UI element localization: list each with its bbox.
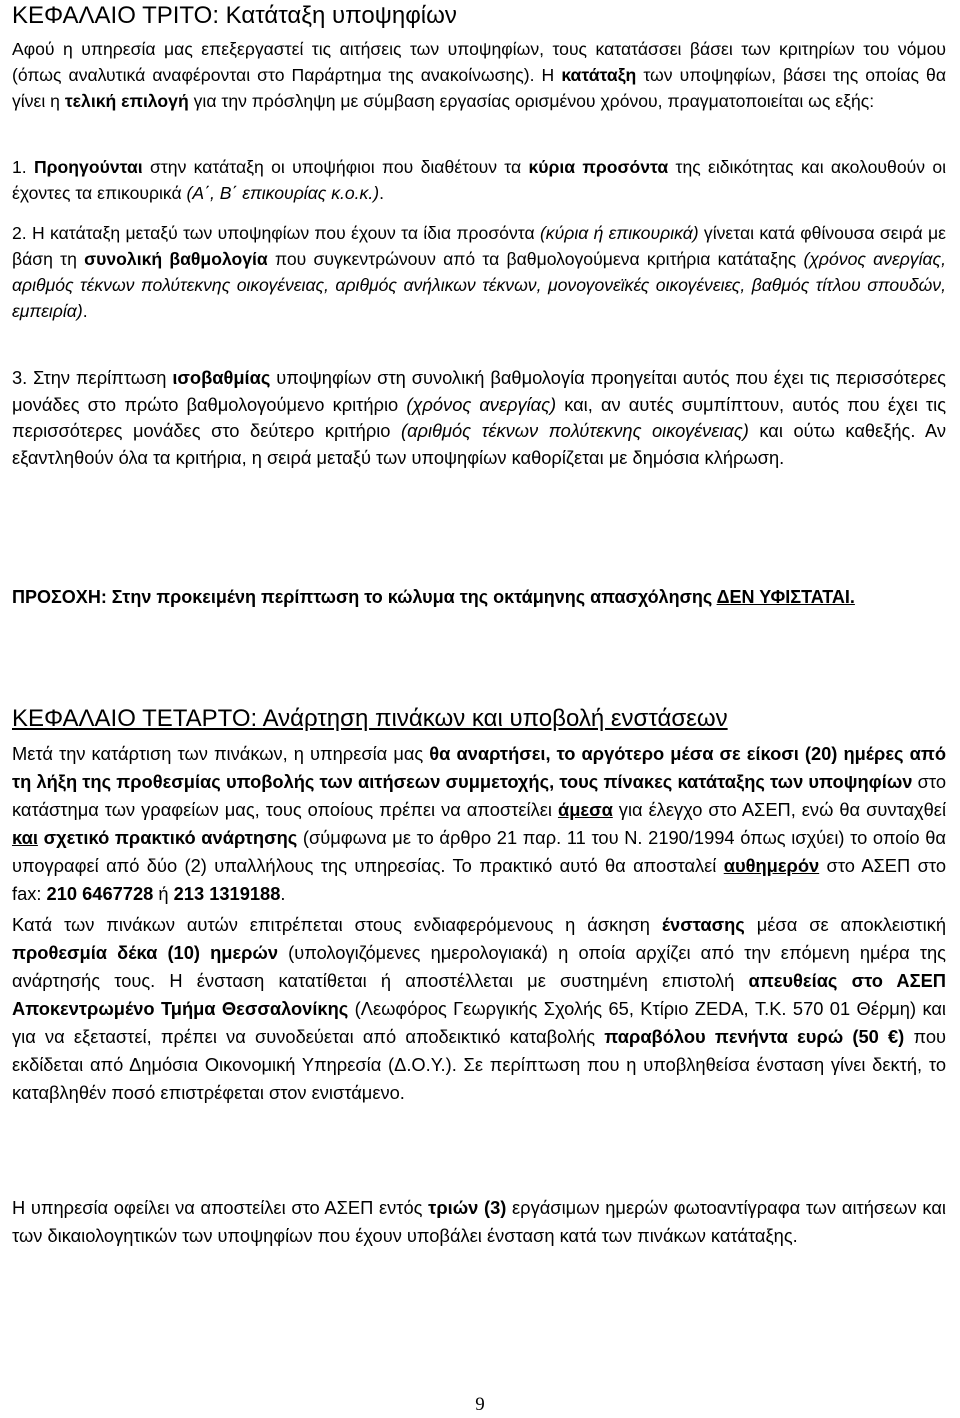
bold-text: προθεσμία δέκα (10) ημερών bbox=[12, 942, 279, 963]
italic-text: (χρόνος ανεργίας) bbox=[406, 393, 557, 415]
text: που εκδίδεται από Δημόσια Οικονομική Υπηρεσία (Δ.Ο.Υ.). Σε περίπτωση που η υποβληθείσα ένσταση γίνει δεκτή, το καταβληθέν ποσό επιστρέφεται στον ενιστάμενο. bbox=[12, 1026, 946, 1103]
text: μέσα σε αποκλειστική bbox=[744, 914, 946, 935]
text: (σύμφωνα με το άρθρο 21 παρ. 11 του Ν. 2190/1994 όπως ισχύει) το οποίο θα υπογραφεί από δύο (2) υπαλλήλους της υπηρεσίας. Το πρακτικό αυτό θα αποσταλεί bbox=[12, 827, 946, 876]
bold-text: κύρια προσόντα bbox=[528, 157, 669, 177]
text: και, αν αυτές συμπίπτουν, αυτός που έχει τις περισσότερες μονάδες στο δεύτερο κριτήριο bbox=[12, 393, 946, 442]
text: (υπολογιζόμενες ημερολογιακά) η οποία αρχίζει από την επόμενη ημέρα της ανάρτησής τους. Η ένσταση κατατίθεται ή αποστέλλεται με συστημένη επιστολή bbox=[12, 942, 946, 991]
italic-text: (αριθμός τέκνων πολύτεκνης οικογένειας) bbox=[401, 420, 749, 442]
text: . bbox=[82, 301, 88, 322]
attention-notice bbox=[12, 583, 946, 612]
chapter-4-paragraph-3 bbox=[12, 1194, 946, 1250]
bold-text: τριών (3) bbox=[428, 1197, 507, 1218]
bold-text: συνολική βαθμολογία bbox=[84, 249, 268, 270]
text: για έλεγχο στο ΑΣΕΠ, ενώ θα συνταχθεί bbox=[612, 799, 947, 820]
text: Αφού η υπηρεσία μας επεξεργαστεί τις αιτήσεις των υποψηφίων, τους κατατάσσει βάσει των κριτηρίων του νόμου (όπως αναλυτικά αναφέρονται στο Παράρτημα της ανακοίνωσης). Η bbox=[12, 39, 946, 86]
italic-text: (κύρια ή επικουρικά) bbox=[539, 223, 699, 243]
text: στο ΑΣΕΠ στο fax: bbox=[12, 855, 946, 904]
bold-text: 210 6467728 bbox=[46, 883, 154, 904]
text: και ούτω καθεξής. Αν εξαντληθούν όλα τα κριτήρια, η σειρά μεταξύ των υποψηφίων καθορίζεται με δημόσια κλήρωση. bbox=[12, 420, 946, 468]
text: Κατά των πινάκων αυτών επιτρέπεται στους ενδιαφερόμενους η άσκηση bbox=[12, 914, 662, 935]
text: που συγκεντρώνουν από τα βαθμολογούμενα κριτήρια κατάταξης bbox=[267, 249, 804, 270]
bold-text: 213 1319188 bbox=[173, 883, 281, 904]
title-prefix: ΚΕΦΑΛΑΙΟ ΤΕΤΑΡΤΟ: bbox=[12, 705, 263, 732]
underlined-text: ΔΕΝ ΥΦΙΣΤΑΤΑΙ. bbox=[716, 587, 855, 607]
bold-underlined-text: και bbox=[12, 827, 38, 848]
bold-text: θα αναρτήσει, το αργότερο μέσα σε είκοσι (20) ημέρες από τη λήξη της προθεσμίας υποβολής των αιτήσεων συμμετοχής, τους πίνακες κατάταξης των υποψηφίων bbox=[12, 743, 947, 792]
chapter-4-paragraph-2 bbox=[12, 911, 946, 1107]
title-rest: Ανάρτηση πινάκων και υποβολή ενστάσεων bbox=[262, 705, 728, 732]
bold-text: σχετικό πρακτικό ανάρτησης bbox=[43, 827, 298, 848]
text: της ειδικότητας και ακολουθούν οι έχοντες τα επικουρικά bbox=[12, 157, 947, 204]
text: 3. Στην περίπτωση bbox=[12, 367, 173, 388]
text: υποψηφίων στη συνολική βαθμολογία προηγείται αυτός που έχει τις περισσότερες μονάδες στο πρώτο βαθμολογούμενο κριτήριο bbox=[12, 367, 946, 415]
bold-underlined-text: άμεσα bbox=[557, 799, 613, 820]
text: στο κατάστημα των γραφείων μας, τους οποίους πρέπει να αποστείλει bbox=[12, 771, 947, 820]
bold-text: κατάταξη bbox=[561, 65, 637, 86]
chapter-3-title: ΚΕΦΑΛΑΙΟ ΤΡΙΤΟ: Κατάταξη υποψηφίων bbox=[12, 2, 457, 29]
chapter-4-title bbox=[12, 705, 728, 733]
text: Μετά την κατάρτιση των πινάκων, η υπηρεσία μας bbox=[12, 743, 430, 764]
ranking-rule-3 bbox=[12, 365, 946, 471]
text: γίνεται κατά φθίνουσα σειρά με βάση τη bbox=[12, 223, 946, 270]
item-number: 1. bbox=[12, 157, 34, 177]
text: για την πρόσληψη με σύμβαση εργασίας ορισμένου χρόνου, πραγματοποιείται ως εξής: bbox=[188, 91, 875, 112]
bold-text: ένστασης bbox=[661, 914, 745, 935]
bold-underlined-text: αυθημερόν bbox=[723, 855, 820, 876]
italic-text: (χρόνος ανεργίας, αριθμός τέκνων πολύτεκνης οικογένειας, αριθμός ανήλικων τέκνων, μονογονεϊκές οικογένειες, βαθμός τίτλου σπουδών, εμπειρία) bbox=[12, 249, 946, 322]
page-number: 9 bbox=[475, 1394, 485, 1415]
chapter-4-paragraph-1 bbox=[12, 740, 946, 908]
text: 2. Η κατάταξη μεταξύ των υποψηφίων που έχουν τα ίδια προσόντα bbox=[12, 223, 540, 243]
text: εργάσιμων ημερών φωτοαντίγραφα των αιτήσεων και των δικαιολογητικών των υποψηφίων που έχουν υποβάλει ένσταση κατά των πινάκων κατάταξης. bbox=[12, 1197, 946, 1246]
text: των υποψηφίων, βάσει της οποίας θα γίνει η bbox=[12, 65, 946, 112]
bold-text: ισοβαθμίας bbox=[172, 367, 271, 388]
text: ή bbox=[153, 883, 174, 904]
text: ΠΡΟΣΟΧΗ: Στην προκειμένη περίπτωση το κώλυμα της οκτάμηνης απασχόλησης bbox=[12, 587, 717, 607]
italic-text: (Α΄, Β΄ επικουρίας κ.ο.κ.) bbox=[186, 183, 380, 204]
bold-text: απευθείας στο ΑΣΕΠ Αποκεντρωμένο Τμήμα Θεσσαλονίκης bbox=[12, 970, 946, 1019]
bold-text: τελική επιλογή bbox=[64, 91, 189, 112]
text: Η υπηρεσία οφείλει να αποστείλει στο ΑΣΕΠ εντός bbox=[12, 1197, 429, 1218]
text: (Λεωφόρος Γεωργικής Σχολής 65, Κτίριο ZEDA, Τ.Κ. 570 01 Θέρμη) και για να εξεταστεί, πρέπει να συνοδεύεται από αποδεικτικό καταβολής bbox=[12, 998, 946, 1047]
text: στην κατάταξη οι υποψήφιοι που διαθέτουν τα bbox=[142, 157, 529, 177]
ranking-rule-2 bbox=[12, 220, 946, 324]
text: . bbox=[280, 883, 286, 904]
bold-text: Προηγούνται bbox=[33, 157, 143, 177]
text: . bbox=[379, 183, 384, 204]
ranking-rule-1 bbox=[12, 154, 946, 206]
bold-text: παραβόλου πενήντα ευρώ (50 €) bbox=[604, 1026, 905, 1047]
chapter-3-intro bbox=[12, 36, 946, 114]
